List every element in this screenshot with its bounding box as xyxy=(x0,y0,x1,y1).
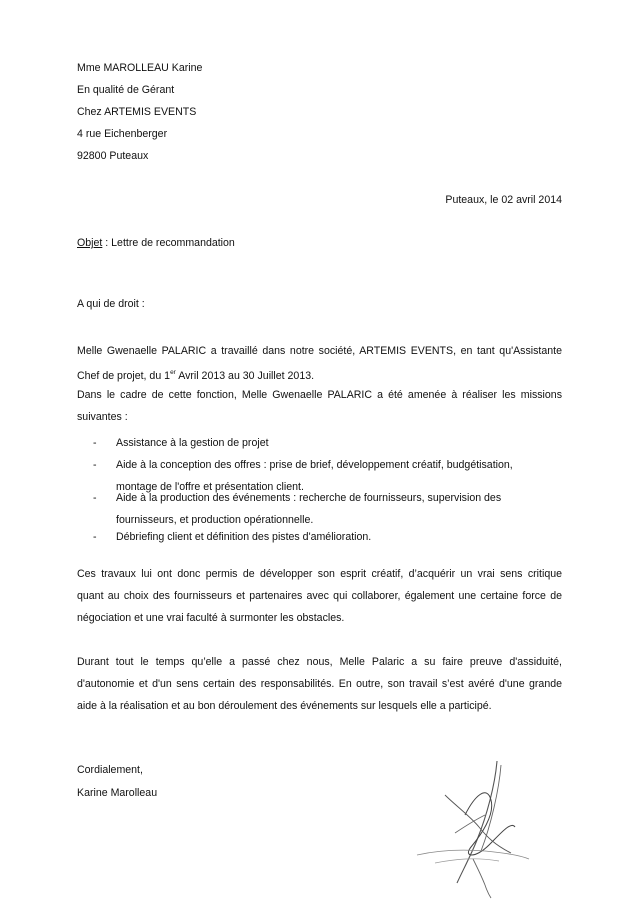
para4-line2: d'autonomie et d'un sens certain des responsabilités. En outre, son travail s’est avéré d'une grande xyxy=(77,678,562,690)
list-item-continuation: montage de l'offre et présentation client. xyxy=(116,481,304,493)
list-item-continuation: fournisseurs, et production opérationnelle. xyxy=(116,514,314,526)
para1-line1: Melle Gwenaelle PALARIC a travaillé dans notre société, ARTEMIS EVENTS, en tant qu'Assistante xyxy=(77,345,562,357)
para1-line2 xyxy=(77,366,314,383)
sender-company: Chez ARTEMIS EVENTS xyxy=(77,106,197,118)
list-item: Débriefing client et définition des pistes d'amélioration. xyxy=(116,531,372,543)
subject-text: : Lettre de recommandation xyxy=(102,237,235,249)
para3-line3: négociation et une vrai faculté à surmonter les obstacles. xyxy=(77,612,345,624)
bullet-dash: - xyxy=(93,531,97,543)
para3-line1: Ces travaux lui ont donc permis de développer son esprit créatif, d’acquérir un vrai sens critique xyxy=(77,568,562,580)
sender-city: 92800 Puteaux xyxy=(77,150,149,162)
para4-line3: aide à la réalisation et au bon déroulement des événements sur lesquels elle a participé. xyxy=(77,700,492,712)
para4-line1: Durant tout le temps qu’elle a passé chez nous, Melle Palaric a su faire preuve d'assiduité, xyxy=(77,656,562,668)
signatory: Karine Marolleau xyxy=(77,787,158,799)
bullet-dash: - xyxy=(93,492,97,504)
closing: Cordialement, xyxy=(77,764,143,776)
handwritten-signature xyxy=(415,755,535,900)
list-item: Aide à la conception des offres : prise de brief, développement créatif, budgétisation, xyxy=(116,459,513,471)
para2-line2: suivantes : xyxy=(77,411,128,423)
subject-label: Objet xyxy=(77,237,103,249)
subject-line xyxy=(77,236,235,250)
para1-line2-after: Avril 2013 au 30 Juillet 2013. xyxy=(175,370,315,382)
list-item: Assistance à la gestion de projet xyxy=(116,437,269,449)
list-item: Aide à la production des événements : recherche de fournisseurs, supervision des xyxy=(116,492,502,504)
sender-role: En qualité de Gérant xyxy=(77,84,175,96)
para1-line2-before: Chef de projet, du 1 xyxy=(77,370,171,382)
para3-line2: quant au choix des fournisseurs et partenaires avec qui collaborer, également une certaine force de xyxy=(77,590,562,602)
salutation: A qui de droit : xyxy=(77,298,145,310)
bullet-dash: - xyxy=(93,437,97,449)
para2-line1: Dans le cadre de cette fonction, Melle Gwenaelle PALARIC a été amenée à réaliser les missions xyxy=(77,389,562,401)
para1-line2-sup: er xyxy=(170,369,176,376)
sender-name: Mme MAROLLEAU Karine xyxy=(77,62,203,74)
sender-street: 4 rue Eichenberger xyxy=(77,128,168,140)
bullet-dash: - xyxy=(93,459,97,471)
date-line: Puteaux, le 02 avril 2014 xyxy=(445,194,562,206)
